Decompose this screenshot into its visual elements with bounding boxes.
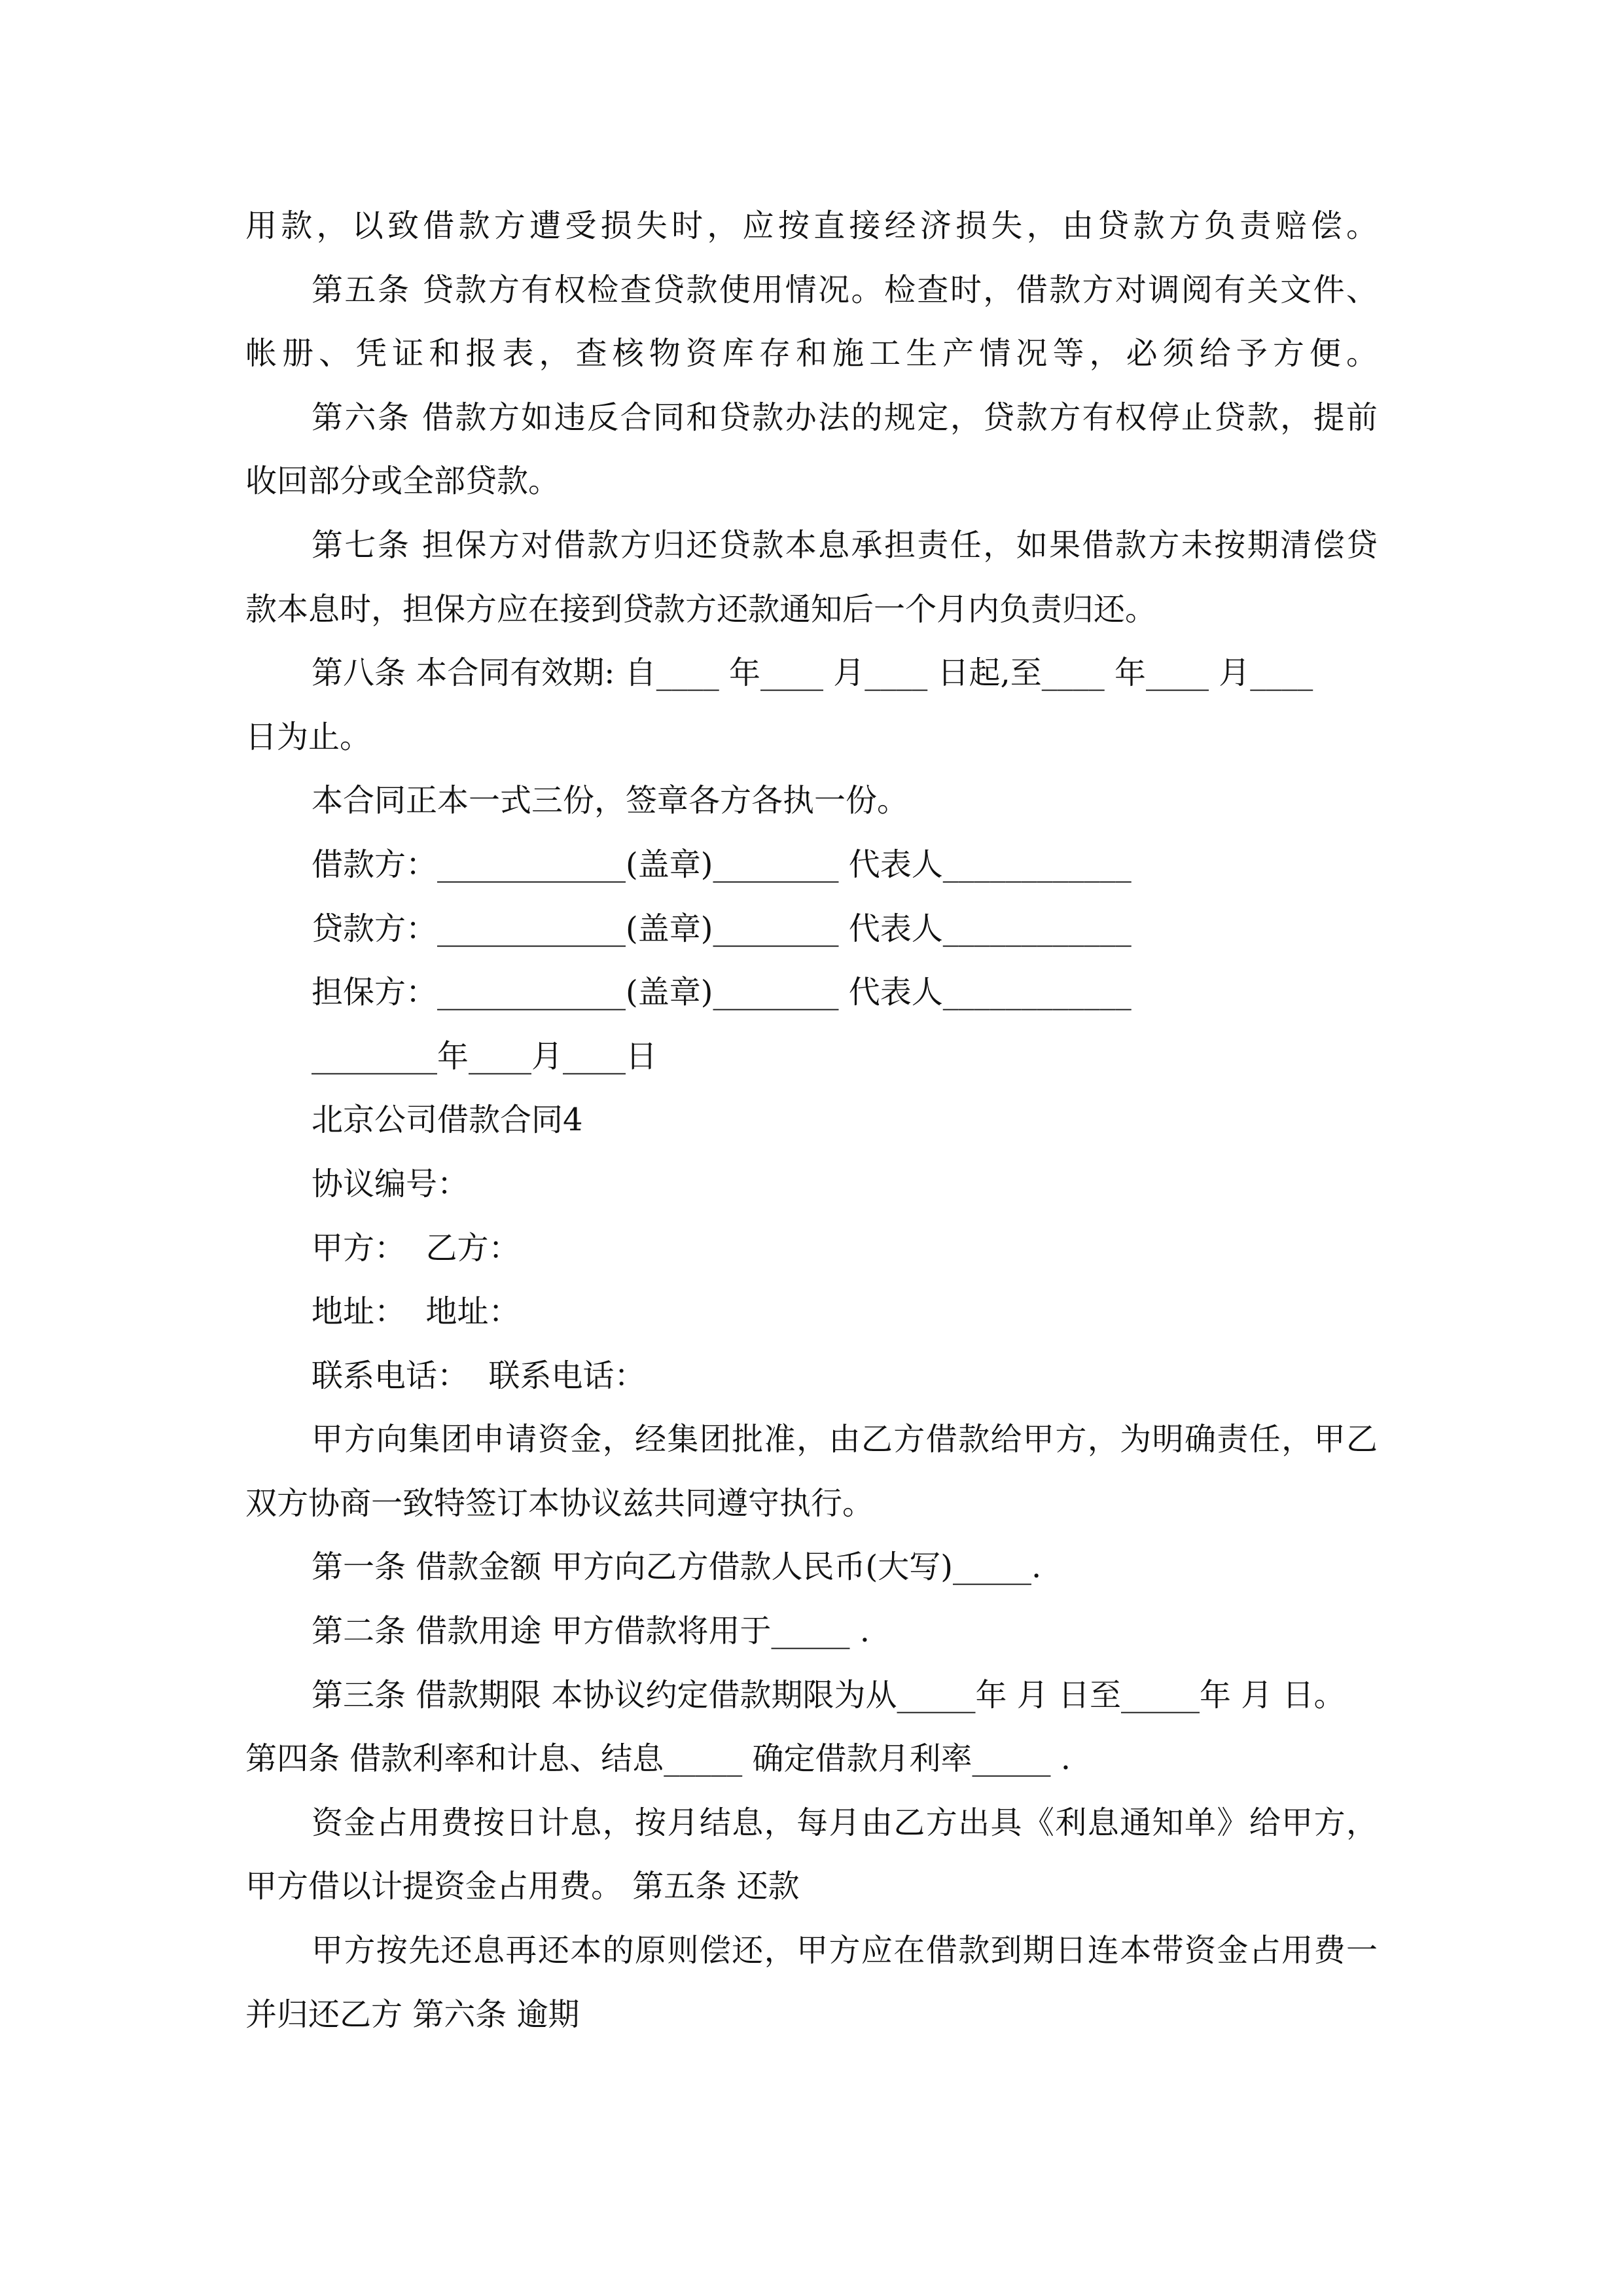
- contract-title: 北京公司借款合同4: [312, 1102, 583, 1139]
- document-body: [245, 194, 1378, 2047]
- agreement-number: 协议编号：: [312, 1165, 469, 1202]
- article-7-line: 第七条 担保方对借款方归还贷款本息承担责任，如果借款方未按期清偿贷: [312, 526, 1378, 564]
- paragraph-line: 款本息时，担保方应在接到贷款方还款通知后一个月内负责归还。: [245, 590, 1157, 628]
- article-1-line: 第一条 借款金额 甲方向乙方借款人民币(大写)_____.: [312, 1549, 1042, 1586]
- article-4-line: 第四条 借款利率和计息、结息_____ 确定借款月利率_____ .: [245, 1740, 1071, 1778]
- date-line: ________年____月____日: [312, 1037, 658, 1075]
- article-8-line: 第八条 本合同有效期: 自____ 年____ 月____ 日起,至____ 年____ 月____: [312, 655, 1313, 692]
- paragraph-line: 双方协商一致特签订本协议兹共同遵守执行。: [245, 1484, 874, 1522]
- article-2-line: 第二条 借款用途 甲方借款将用于_____ .: [312, 1613, 870, 1650]
- preamble-line: 甲方向集团申请资金，经集团批准，由乙方借款给甲方，为明确责任，甲乙: [312, 1421, 1378, 1458]
- article-3-line: 第三条 借款期限 本协议约定借款期限为从_____年 月 日至_____年 月 日。: [312, 1676, 1346, 1713]
- paragraph-line: 甲方借以计提资金占用费。 第五条 还款: [245, 1868, 800, 1905]
- paragraph-line: 并归还乙方 第六条 逾期: [245, 1996, 580, 2033]
- article-6-line: 第六条 借款方如违反合同和贷款办法的规定，贷款方有权停止贷款，提前: [312, 399, 1378, 436]
- paragraph-line: 用款，以致借款方遭受损失时，应按直接经济损失，由贷款方负责赔偿。: [245, 207, 1378, 244]
- paragraph-line: 日为止。: [245, 718, 372, 755]
- copies-line: 本合同正本一式三份，签章各方各执一份。: [312, 782, 909, 819]
- guarantor-signature-line: 担保方：____________(盖章)________ 代表人____________: [312, 974, 1132, 1011]
- article-5-line: 第五条 贷款方有权检查贷款使用情况。检查时，借款方对调阅有关文件、: [312, 271, 1378, 308]
- paragraph-line: 甲方按先还息再还本的原则偿还，甲方应在借款到期日连本带资金占用费一: [312, 1932, 1378, 1969]
- paragraph-line: 收回部分或全部贷款。: [245, 463, 560, 500]
- paragraph-line: 帐册、凭证和报表，查核物资库存和施工生产情况等，必须给予方便。: [245, 335, 1378, 372]
- address-line: 地址： 地址：: [312, 1293, 520, 1331]
- paragraph-line: 资金占用费按日计息，按月结息，每月由乙方出具《利息通知单》给甲方，: [312, 1804, 1378, 1841]
- borrower-signature-line: 借款方：____________(盖章)________ 代表人____________: [312, 846, 1132, 883]
- phone-line: 联系电话： 联系电话：: [312, 1357, 646, 1394]
- parties-line: 甲方： 乙方：: [312, 1229, 520, 1266]
- lender-signature-line: 贷款方：____________(盖章)________ 代表人____________: [312, 910, 1132, 947]
